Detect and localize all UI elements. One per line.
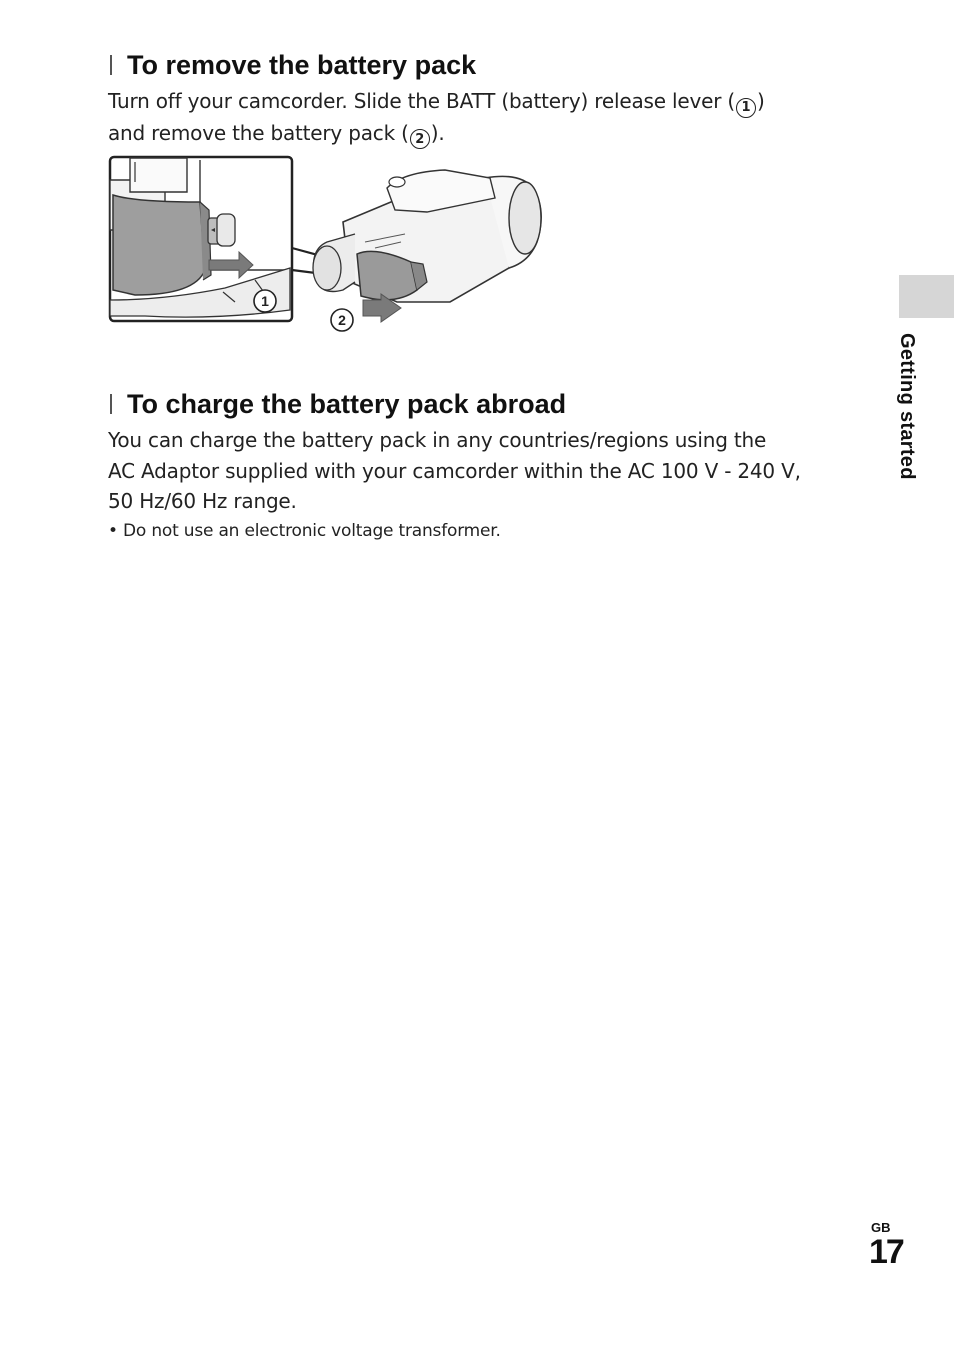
heading-marker <box>110 55 112 75</box>
paragraph-line: 50 Hz/60 Hz range. <box>108 489 297 513</box>
callout-1 <box>254 290 276 312</box>
svg-text:2: 2 <box>338 312 346 328</box>
remove-battery-instructions <box>108 86 765 149</box>
section-heading-remove-battery <box>108 49 476 81</box>
step-number-1: 1 <box>736 98 756 118</box>
page-number: 17 <box>869 1233 903 1271</box>
camcorder-body <box>313 170 541 322</box>
charge-abroad-paragraph <box>108 425 801 517</box>
step-number-2: 2 <box>410 129 430 149</box>
instruction-line-1: Turn off your camcorder. Slide the BATT (battery) release lever ( 1 ) <box>108 86 765 118</box>
region-code: GB <box>871 1220 891 1235</box>
chapter-tab-marker <box>899 275 954 318</box>
svg-text:1: 1 <box>261 293 269 309</box>
paragraph-line: AC Adaptor supplied with your camcorder within the AC 100 V - 240 V, <box>108 458 801 483</box>
section-heading-charge-abroad <box>108 388 566 420</box>
heading-text: To remove the battery pack <box>127 50 477 80</box>
battery-removal-illustration <box>105 150 550 340</box>
heading-marker <box>110 394 112 414</box>
heading-text: To charge the battery pack abroad <box>127 389 567 419</box>
note-bullet: • Do not use an electronic voltage transformer. <box>108 521 501 541</box>
chapter-tab-label: Getting started <box>896 333 918 480</box>
instruction-line-2: and remove the battery pack ( 2 ). <box>108 118 765 150</box>
paragraph-line: You can charge the battery pack in any countries/regions using the <box>108 428 767 452</box>
callout-2 <box>331 309 353 331</box>
